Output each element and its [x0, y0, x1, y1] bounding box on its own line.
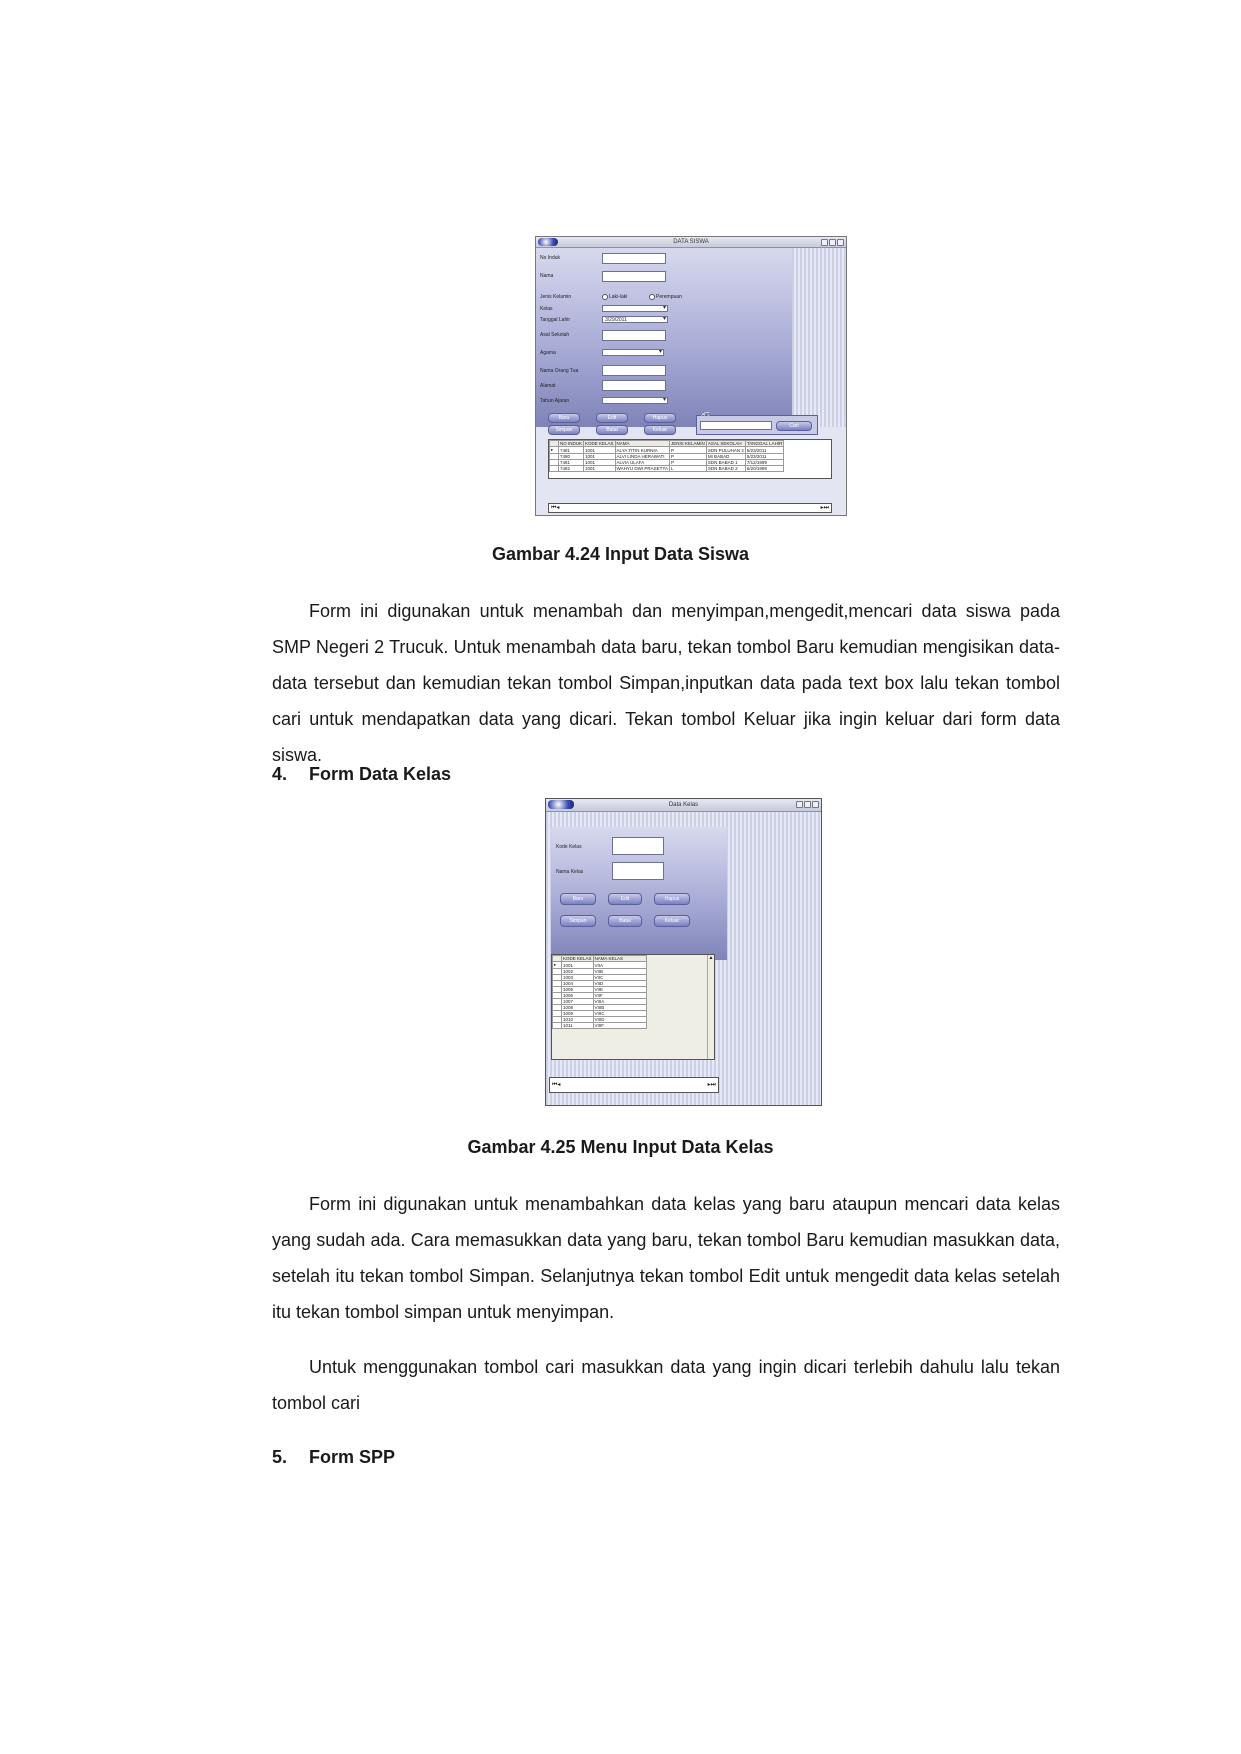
- keluar-button[interactable]: Keluar: [654, 915, 690, 927]
- first-prev-icon[interactable]: ⏮◂: [552, 1082, 561, 1088]
- paragraph-data-siswa: Form ini digunakan untuk menambah dan menyimpan,mengedit,mencari data siswa pada SMP Negeri 2 Trucuk. Untuk menambah data baru, tekan tombol Baru kemudian mengisikan data-data tersebut dan kemudian tekan tombol Simpan,inputkan data pada text box lalu tekan tombol cari untuk mendapatkan data yang dicari. Tekan tombol Keluar jika ingin keluar dari form data siswa.: [272, 601, 1060, 765]
- radio-perempuan-label: Perempuan: [656, 294, 682, 300]
- radio-perempuan[interactable]: [649, 294, 655, 300]
- cari-button[interactable]: Cari: [776, 421, 812, 431]
- nama-kelas-field[interactable]: [612, 862, 664, 880]
- table-row[interactable]: 7482 1001 WAHYU DWI PRASETYA L SDN BABAD 2 6/20/1999: [550, 466, 784, 472]
- record-navigator[interactable]: [548, 503, 832, 513]
- batal-button[interactable]: Batal: [596, 425, 628, 435]
- nama-field[interactable]: [602, 271, 666, 282]
- label-alamat: Alamat: [540, 383, 556, 389]
- radio-laki-laki-label: Laki-laki: [609, 294, 628, 300]
- table-row[interactable]: 7480 1001 ALVI LINDA HERAWATI P MI BABAD 5/23/2011: [550, 454, 784, 460]
- table-row[interactable]: 1006 VIIF: [553, 993, 647, 999]
- col-kode-kelas[interactable]: KODE KELAS: [585, 441, 614, 446]
- edit-button[interactable]: Edit: [608, 893, 642, 905]
- baru-button[interactable]: Baru: [560, 893, 596, 905]
- alamat-field[interactable]: [602, 380, 666, 391]
- paragraph-data-kelas: Form ini digunakan untuk menambahkan data kelas yang baru ataupun mencari data kelas yang sudah ada. Cara memasukkan data yang baru, tekan tombol Baru kemudian masukkan data, setelah itu tekan tombol Simpan. Selanjutnya tekan tombol Edit untuk mengedit data kelas setelah itu tekan tombol simpan untuk menyimpan.: [272, 1194, 1060, 1322]
- maximize-icon[interactable]: [804, 801, 811, 808]
- col-kode-kelas[interactable]: KODE KELAS: [563, 956, 592, 961]
- table-row[interactable]: 1003 VIIC: [553, 975, 647, 981]
- table-row[interactable]: 1008 VIIIB: [553, 1005, 647, 1011]
- siswa-grid[interactable]: [548, 439, 832, 479]
- first-prev-icon[interactable]: ⏮◂: [551, 505, 560, 511]
- label-nama-kelas: Nama Kelas: [556, 869, 584, 875]
- baru-button[interactable]: Baru: [548, 413, 580, 423]
- col-nama-kelas[interactable]: NAMA KELAS: [593, 956, 646, 962]
- radio-laki-laki[interactable]: [602, 294, 608, 300]
- label-tahun-ajaran: Tahun Ajaran: [540, 398, 570, 404]
- heading-text: Form Data Kelas: [309, 764, 452, 784]
- table-row[interactable]: 7481 1001 ALVIA ULAFA P SDN BABAD 1 7/12/1999: [550, 460, 784, 466]
- col-jenis-kelamin[interactable]: JENIS KELAMIN: [671, 441, 705, 446]
- label-jenis-kelamin: Jenis Kelamin: [540, 294, 572, 300]
- caption-gambar-4-24: Gambar 4.24 Input Data Siswa: [491, 544, 750, 564]
- label-kelas: Kelas: [540, 306, 553, 312]
- simpan-button[interactable]: Simpan: [560, 915, 596, 927]
- window-title: Data Kelas: [668, 802, 699, 808]
- maximize-icon[interactable]: [829, 239, 836, 246]
- next-last-icon[interactable]: ▸⏭: [707, 1082, 716, 1088]
- search-input[interactable]: [700, 421, 772, 430]
- simpan-button[interactable]: Simpan: [548, 425, 580, 435]
- table-row[interactable]: ▸ 7481 1001 ALYA TITIN KURNIA P SDN PULUHAN 2 5/23/2011: [550, 447, 784, 454]
- side-panel: [792, 248, 846, 427]
- window-title: DATA SISWA: [673, 239, 709, 245]
- asal-sekolah-field[interactable]: [602, 330, 666, 341]
- figure-data-kelas: [545, 798, 822, 1106]
- window-controls[interactable]: [821, 239, 844, 246]
- label-nama: Nama: [540, 273, 554, 279]
- label-tanggal-lahir: Tanggal Lahir: [540, 317, 571, 323]
- table-row[interactable]: 1010 VIIID: [553, 1017, 647, 1023]
- figure-data-siswa: [535, 236, 847, 516]
- label-nama-orang-tua: Nama Orang Tua: [540, 368, 579, 374]
- agama-select[interactable]: [602, 349, 664, 356]
- label-agama: Agama: [540, 350, 556, 356]
- label-asal-sekolah: Asal Sekolah: [540, 332, 570, 338]
- hapus-button[interactable]: Hapus: [644, 413, 676, 423]
- table-row[interactable]: 1002 VIIB: [553, 969, 647, 975]
- next-last-icon[interactable]: ▸⏭: [820, 505, 829, 511]
- col-asal-sekolah[interactable]: ASAL SEKOLAH: [706, 441, 745, 447]
- heading-number: 4.: [272, 764, 288, 784]
- minimize-icon[interactable]: [821, 239, 828, 246]
- minimize-icon[interactable]: [796, 801, 803, 808]
- label-kode-kelas: Kode Kelas: [556, 844, 582, 850]
- paragraph-tombol-cari: Untuk menggunakan tombol cari masukkan data yang ingin dicari terlebih dahulu lalu tekan tombol cari: [272, 1357, 1060, 1413]
- table-row[interactable]: 1004 VIID: [553, 981, 647, 987]
- kode-kelas-field[interactable]: [612, 837, 664, 855]
- kelas-select[interactable]: [602, 305, 668, 312]
- table-row[interactable]: 1007 VIIIA: [553, 999, 647, 1005]
- table-row[interactable]: 1011 VIIIF: [553, 1023, 647, 1029]
- nama-orang-tua-field[interactable]: [602, 365, 666, 376]
- batal-button[interactable]: Batal: [608, 915, 642, 927]
- hapus-button[interactable]: Hapus: [654, 893, 690, 905]
- heading-text: Form SPP: [309, 1447, 396, 1467]
- window-titlebar: [536, 237, 846, 248]
- tahun-ajaran-select[interactable]: [602, 397, 668, 404]
- col-tanggal-lahir[interactable]: TANGGAL LAHIR: [746, 441, 783, 446]
- grid-scrollbar[interactable]: ▲: [707, 955, 714, 1059]
- table-row[interactable]: 1009 VIIIC: [553, 1011, 647, 1017]
- heading-form-data-kelas: [272, 764, 451, 785]
- keluar-button[interactable]: Keluar: [644, 425, 676, 435]
- label-no-induk: No Induk: [540, 255, 561, 261]
- heading-form-spp: [272, 1447, 395, 1468]
- close-icon[interactable]: [812, 801, 819, 808]
- no-induk-field[interactable]: [602, 253, 666, 264]
- col-nama[interactable]: NAMA: [615, 441, 670, 447]
- caption-gambar-4-25: Gambar 4.25 Menu Input Data Kelas: [467, 1137, 774, 1157]
- close-icon[interactable]: [837, 239, 844, 246]
- window-titlebar: [546, 799, 821, 812]
- window-controls[interactable]: [796, 801, 819, 808]
- record-navigator[interactable]: [549, 1077, 719, 1093]
- col-no-induk[interactable]: NO INDUK: [560, 441, 583, 446]
- table-row[interactable]: ▸ 1001 VIIA: [553, 962, 647, 969]
- kelas-grid[interactable]: [551, 954, 715, 1060]
- tanggal-lahir-select[interactable]: 3/29/2011 ▾: [602, 316, 668, 323]
- heading-number: 5.: [272, 1447, 288, 1467]
- table-row[interactable]: 1005 VIIE: [553, 987, 647, 993]
- edit-button[interactable]: Edit: [596, 413, 628, 423]
- search-group-label: Cari: [701, 412, 711, 418]
